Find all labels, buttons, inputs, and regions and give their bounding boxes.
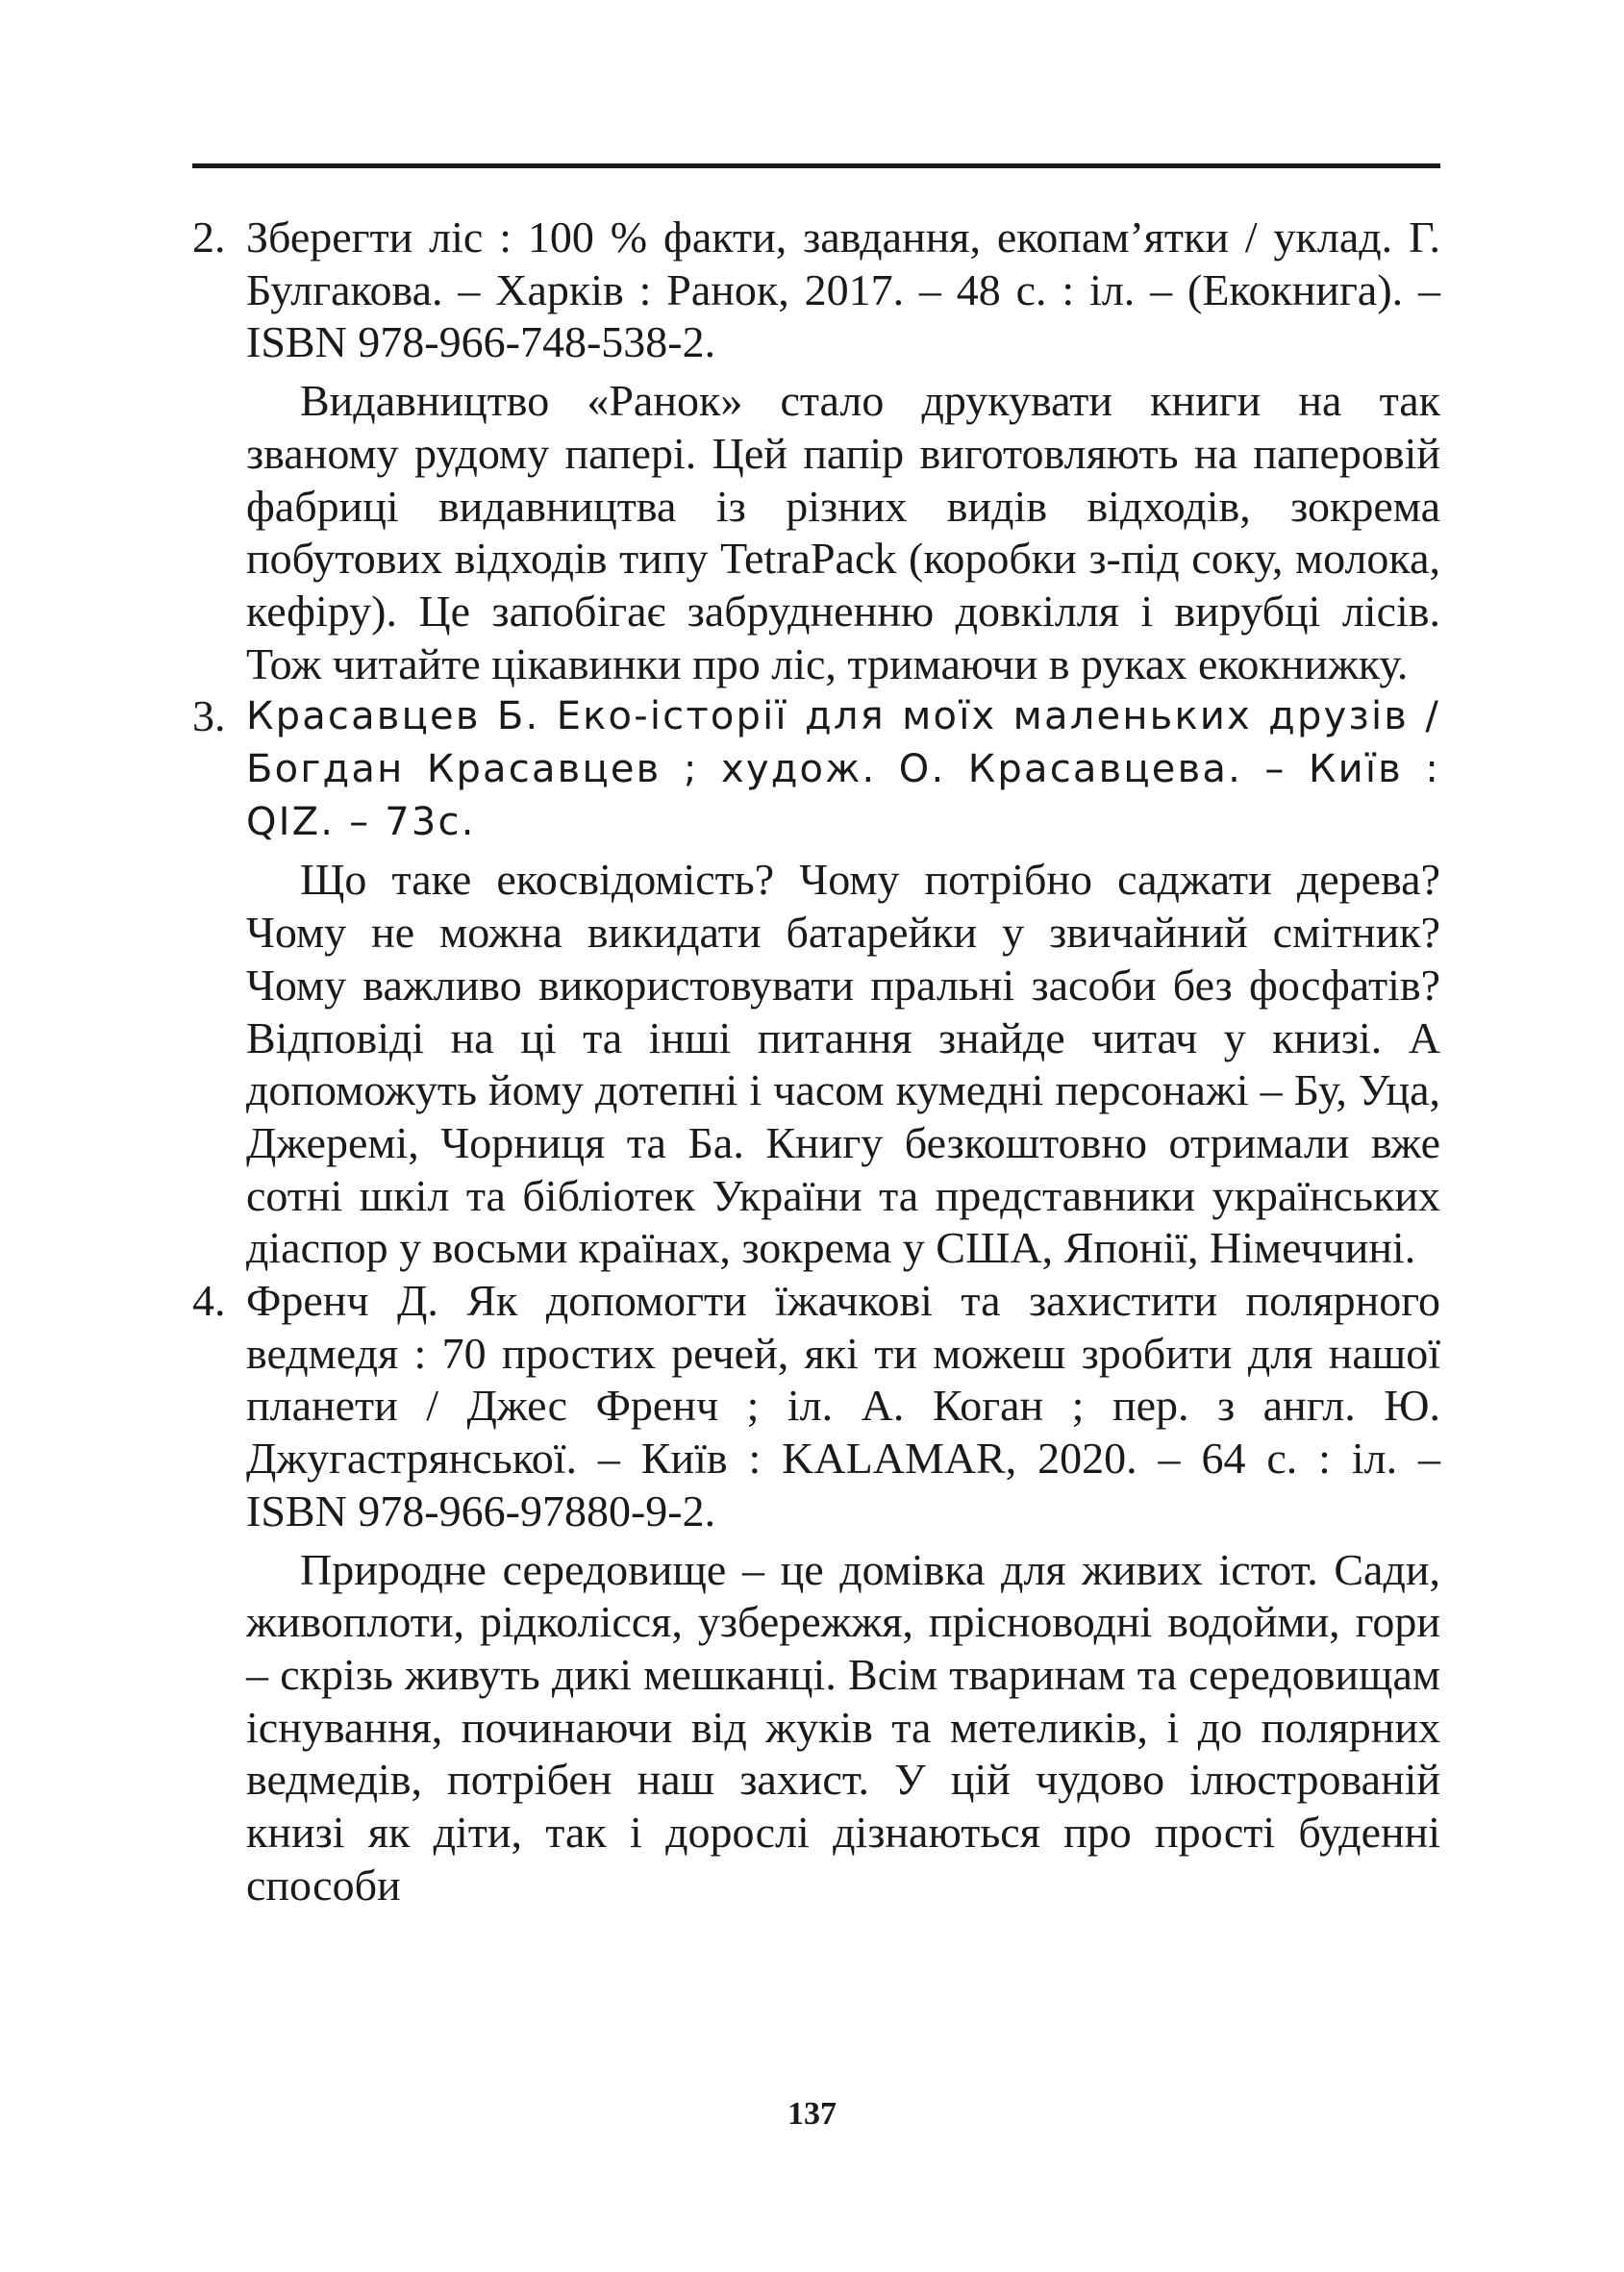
entry-citation: Зберегти ліс : 100 % факти, завдання, екопам’ятки / уклад. Г. Булгакова. – Харків : Ранок, 2017. – 48 с. : іл. – (Екокнига). – ISBN 978-966-748-538-2. bbox=[246, 212, 1440, 367]
entry-number: 4. bbox=[192, 1276, 226, 1326]
bibliography-entry-4 bbox=[192, 1275, 1440, 1538]
entry-number: 3. bbox=[192, 691, 226, 741]
bibliography-entry-2 bbox=[192, 212, 1440, 369]
entry-number: 2. bbox=[192, 212, 226, 262]
entry-citation: Френч Д. Як допомогти їжачкові та захистити полярного ведмедя : 70 простих речей, які ти можеш зробити для нашої планети / Джес Френч ; іл. А. Коган ; пер. з англ. Ю. Джугастрянської. – Київ : KALAMAR, 2020. – 64 с. : іл. – ISBN 978-966-97880-9-2. bbox=[246, 1276, 1440, 1535]
page-number: 137 bbox=[787, 2096, 837, 2132]
bibliography-list bbox=[192, 212, 1440, 1912]
entry-citation: Красавцев Б. Еко-історії для моїх маленьких друзів / Богдан Красавцев ; худож. О. Красавцева. – Київ : QIZ. – 73с. bbox=[246, 694, 1440, 844]
entry-annotation: Що таке екосвідомість? Чому потрібно саджати дерева? Чому не можна викидати батарейки у звичайний смітник? Чому важливо використовувати пральні засоби без фосфатів? Відповіді на ці та інші питання знайде читач у книзі. А допоможуть йому дотепні і часом кумедні персонажі – Бу, Уца, Джеремі, Чорниця та Ба. Книгу безкоштовно отримали вже сотні шкіл та бібліотек України та представники українських діаспор у восьми країнах, зокрема у США, Японії, Німеччині. bbox=[246, 855, 1440, 1273]
entry-annotation: Природне середовище – це домівка для живих істот. Сади, живоплоти, рідколісся, узбережжя, прісноводні водойми, гори – скрізь живуть дикі мешканці. Всім тваринам та середовищам існування, починаючи від жуків та метеликів, і до полярних ведмедів, потрібен наш захист. У цій чудово ілюстрованій книзі як діти, так і дорослі дізнаються про прості буденні способи bbox=[246, 1544, 1440, 1910]
entry-annotation: Видавництво «Ранок» стало друкувати книги на так званому рудому папері. Цей папір виготовляють на паперовій фабриці видавництва із різних видів відходів, зокрема побутових відходів типу TetraPack (коробки з-під соку, молока, кефіру). Це запобігає забрудненню довкілля і вирубці лісів. Тож читайте цікавинки про ліс, тримаючи в руках екокнижку. bbox=[246, 376, 1440, 688]
bibliography-entry-3 bbox=[192, 690, 1440, 848]
header-rule bbox=[192, 163, 1440, 168]
